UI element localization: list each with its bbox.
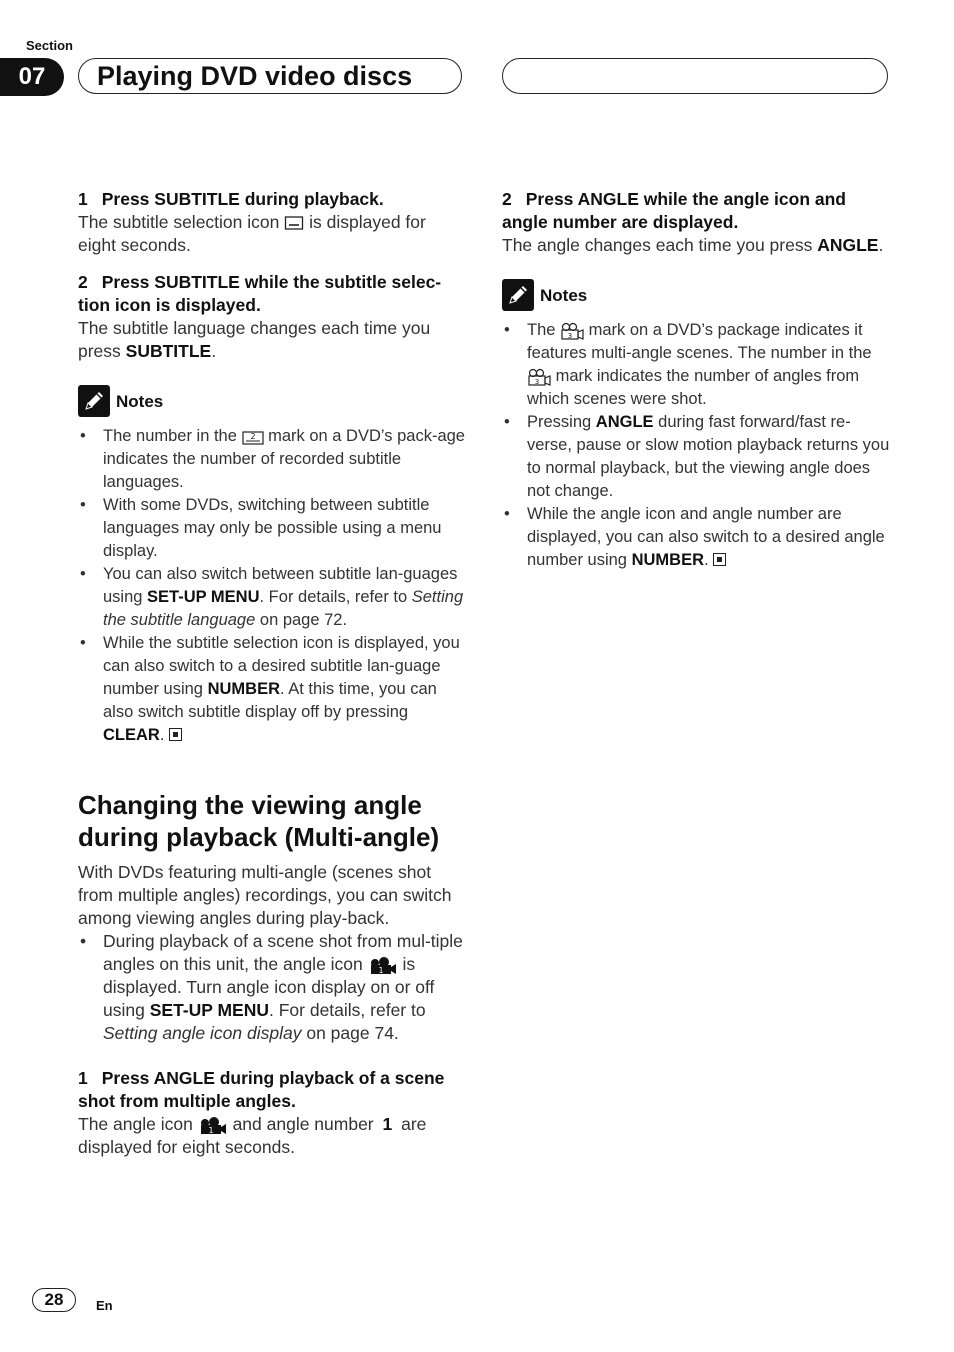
- step-title: Press ANGLE during playback of a scene shot from multiple angles.: [78, 1068, 445, 1111]
- text-run: You can also switch between subtitle lan-guages using: [103, 565, 458, 606]
- key-name: NUMBER: [207, 680, 280, 698]
- note-item: [502, 411, 890, 503]
- note-item: • While the angle icon and angle number are displayed, you can also switch to a desired angle number using NUMBER.: [502, 503, 890, 572]
- note-item: • While the subtitle selection icon is displayed, you can also switch to a desired subtitle lan-guage number using NUMBER. At this time, you can also switch subtitle display off by pressing CLEAR.: [78, 632, 466, 747]
- step-heading: [78, 271, 466, 317]
- step-number: 1: [78, 189, 88, 209]
- chapter-title-text: Playing DVD video discs: [97, 60, 413, 91]
- text-run: Pressing: [527, 413, 592, 431]
- intro-paragraph: With DVDs featuring multi-angle (scenes shot from multiple angles) recordings, you can switch among viewing angles during play-back.: [78, 862, 452, 928]
- chapter-title: [78, 58, 462, 94]
- svg-text:2: 2: [249, 431, 256, 441]
- text-run: mark indicates the number of angles from which scenes were shot.: [527, 367, 860, 408]
- right-column: [502, 188, 890, 572]
- bullet-item: [78, 930, 466, 1045]
- multi-angle-mark-icon: [560, 322, 584, 340]
- step-heading: [502, 188, 890, 234]
- text-run: during fast forward/fast re-verse, pause or slow motion playback returns you to normal playback, but the viewing angle does not change.: [527, 413, 890, 500]
- text-run: While the subtitle selection icon is displayed, you can also switch to a desired subtitle lan-guage number using: [103, 634, 460, 698]
- step-title: Press SUBTITLE while the subtitle selec-tion icon is displayed.: [78, 272, 442, 315]
- text-run: The angle icon: [78, 1114, 193, 1134]
- step-title: Press ANGLE while the angle icon and angle number are displayed.: [502, 189, 846, 232]
- text-run: The subtitle language changes each time you press: [78, 318, 431, 361]
- notes-header: [502, 279, 890, 311]
- text-run: on page 74.: [306, 1023, 399, 1043]
- note-item: [78, 563, 466, 632]
- step-text: [78, 1113, 466, 1159]
- notes-header: [78, 385, 466, 417]
- notes-list: [502, 319, 890, 572]
- key-name: ANGLE: [595, 413, 654, 431]
- text-run: . For details, refer to: [259, 588, 408, 606]
- section-number-badge: 07: [0, 58, 64, 96]
- text-run: While the angle icon and angle number are displayed, you can also switch to a desired angle number using: [527, 505, 885, 569]
- step-heading: [78, 1067, 466, 1113]
- left-column: [78, 188, 466, 1159]
- note-item: • With some DVDs, switching between subtitle languages may only be possible using a menu display.: [78, 494, 466, 563]
- text-run: is displayed. Turn angle icon display on or off using: [103, 954, 435, 1020]
- cross-reference: Setting the subtitle language: [103, 588, 464, 629]
- key-name: ANGLE: [817, 235, 879, 255]
- step-number: 2: [78, 272, 88, 292]
- key-name: CLEAR: [103, 726, 160, 744]
- key-name: SUBTITLE: [125, 341, 212, 361]
- notes-title: Notes: [540, 285, 588, 305]
- step-text: [78, 211, 466, 257]
- key-name: NUMBER: [631, 551, 704, 569]
- step-heading: [78, 188, 466, 211]
- text-run: The: [527, 321, 556, 339]
- text-run: and angle number: [232, 1114, 374, 1134]
- note-item: [502, 319, 890, 411]
- svg-text:1: 1: [208, 1126, 214, 1136]
- key-name: SET-UP MENU: [147, 588, 260, 606]
- page-number: 28: [32, 1288, 76, 1312]
- end-mark-icon: [169, 728, 182, 741]
- key-name: SET-UP MENU: [149, 1000, 269, 1020]
- text-run: During playback of a scene shot from mul-tiple angles on this unit, the angle icon: [103, 931, 463, 974]
- text-run: on page 72.: [259, 611, 348, 629]
- cross-reference: Setting angle icon display: [103, 1023, 302, 1043]
- text-run: The subtitle selection icon: [78, 212, 280, 232]
- end-mark-icon: [713, 553, 726, 566]
- note-item: [78, 425, 466, 494]
- section-heading: Changing the viewing angle during playback (Multi-angle): [78, 790, 440, 852]
- notes-list: [78, 425, 466, 747]
- text-run: . For details, refer to: [269, 1000, 426, 1020]
- bullet-list: [78, 930, 466, 1045]
- svg-text:3: 3: [534, 377, 540, 386]
- text-run: are displayed for eight seconds.: [78, 1114, 427, 1157]
- step-number: 1: [78, 1068, 88, 1088]
- subtitle-icon: [284, 215, 304, 231]
- notes-pencil-icon: [502, 279, 534, 311]
- step-text: The angle changes each time you press ANGLE.: [502, 235, 884, 255]
- angle-camera-icon: [368, 955, 398, 975]
- angle-camera-icon: [198, 1115, 228, 1135]
- svg-text:3: 3: [567, 331, 573, 340]
- section-label: Section: [26, 38, 73, 53]
- subtitle-number-mark-icon: [242, 429, 264, 445]
- header-empty-pill: [502, 58, 888, 94]
- notes-title: Notes: [116, 391, 164, 411]
- notes-pencil-icon: [78, 385, 110, 417]
- svg-text:1: 1: [378, 966, 384, 976]
- text-run: mark on a DVD’s package indicates it features multi-angle scenes. The number in the: [527, 321, 872, 362]
- multi-angle-mark-icon: [527, 368, 551, 386]
- step-number: 2: [502, 189, 512, 209]
- text-run: The number in the: [103, 427, 237, 445]
- text-run: . At this time, you can also switch subtitle display off by pressing: [103, 680, 437, 721]
- step-title: Press SUBTITLE during playback.: [101, 189, 384, 209]
- text-run: mark on a DVD’s pack-age indicates the number of recorded subtitle languages.: [103, 427, 465, 491]
- angle-number: 1: [382, 1114, 393, 1134]
- step-text: The subtitle language changes each time you press SUBTITLE.: [78, 318, 431, 361]
- text-run: The angle changes each time you press: [502, 235, 813, 255]
- language-code: En: [96, 1298, 113, 1313]
- text-run: is displayed for eight seconds.: [78, 212, 426, 255]
